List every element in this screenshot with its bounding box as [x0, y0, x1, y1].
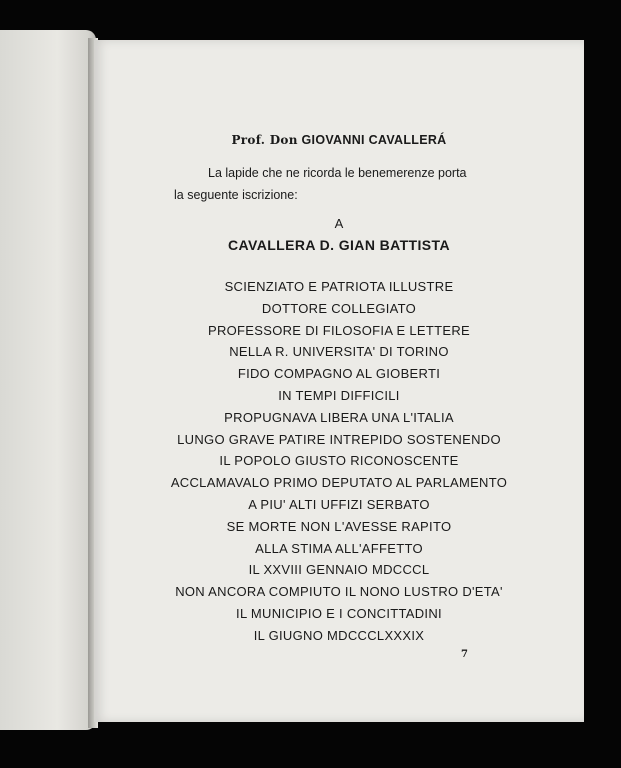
- inscription-line: PROFESSORE DI FILOSOFIA E LETTERE: [207, 322, 470, 338]
- page-number: 7: [461, 649, 468, 660]
- inscription-line: NELLA R. UNIVERSITA' DI TORINO: [229, 344, 449, 360]
- page-heading: [94, 133, 584, 147]
- inscription-line: ALLA STIMA ALL'AFFETTO: [255, 540, 423, 556]
- inscription-dedicatee: CAVALLERA D. GIAN BATTISTA: [228, 237, 450, 253]
- heading-name: GIOVANNI CAVALLERÁ: [301, 133, 447, 147]
- inscription-line: IL MUNICIPIO E I CONCITTADINI: [236, 605, 442, 621]
- inscription-line: IL POPOLO GIUSTO RICONOSCENTE: [219, 453, 459, 469]
- inscription-line: ACCLAMAVALO PRIMO DEPUTATO AL PARLAMENTO: [170, 475, 508, 491]
- inscription-line: IL GIUGNO MDCCCLXXXIX: [253, 627, 425, 643]
- left-page: [0, 30, 96, 730]
- inscription-line: FIDO COMPAGNO AL GIOBERTI: [237, 366, 441, 382]
- intro-line-2: la seguente iscrizione:: [174, 188, 298, 202]
- inscription-line: SCIENZIATO E PATRIOTA ILLUSTRE: [224, 279, 454, 294]
- inscription-a: A: [334, 216, 344, 231]
- inscription-line: PROPUGNAVA LIBERA UNA L'ITALIA: [224, 409, 454, 425]
- inscription-line: A PIU' ALTI UFFIZI SERBATO: [248, 496, 430, 512]
- inscription-line: LUNGO GRAVE PATIRE INTREPIDO SOSTENENDO: [177, 431, 501, 447]
- inscription-line: SE MORTE NON L'AVESSE RAPITO: [226, 518, 452, 534]
- book-page: [94, 40, 584, 722]
- heading-prefix: Prof. Don: [231, 133, 298, 147]
- intro-paragraph: [174, 162, 494, 206]
- inscription-text: [94, 276, 584, 647]
- intro-line-1: La lapide che ne ricorda le benemerenze porta: [208, 166, 467, 180]
- inscription-line: IL XXVIII GENNAIO MDCCCL: [248, 562, 430, 578]
- inscription-line: IN TEMPI DIFFICILI: [278, 387, 400, 403]
- inscription-line: DOTTORE COLLEGIATO: [261, 300, 417, 316]
- inscription-line: NON ANCORA COMPIUTO IL NONO LUSTRO D'ETA': [175, 584, 503, 600]
